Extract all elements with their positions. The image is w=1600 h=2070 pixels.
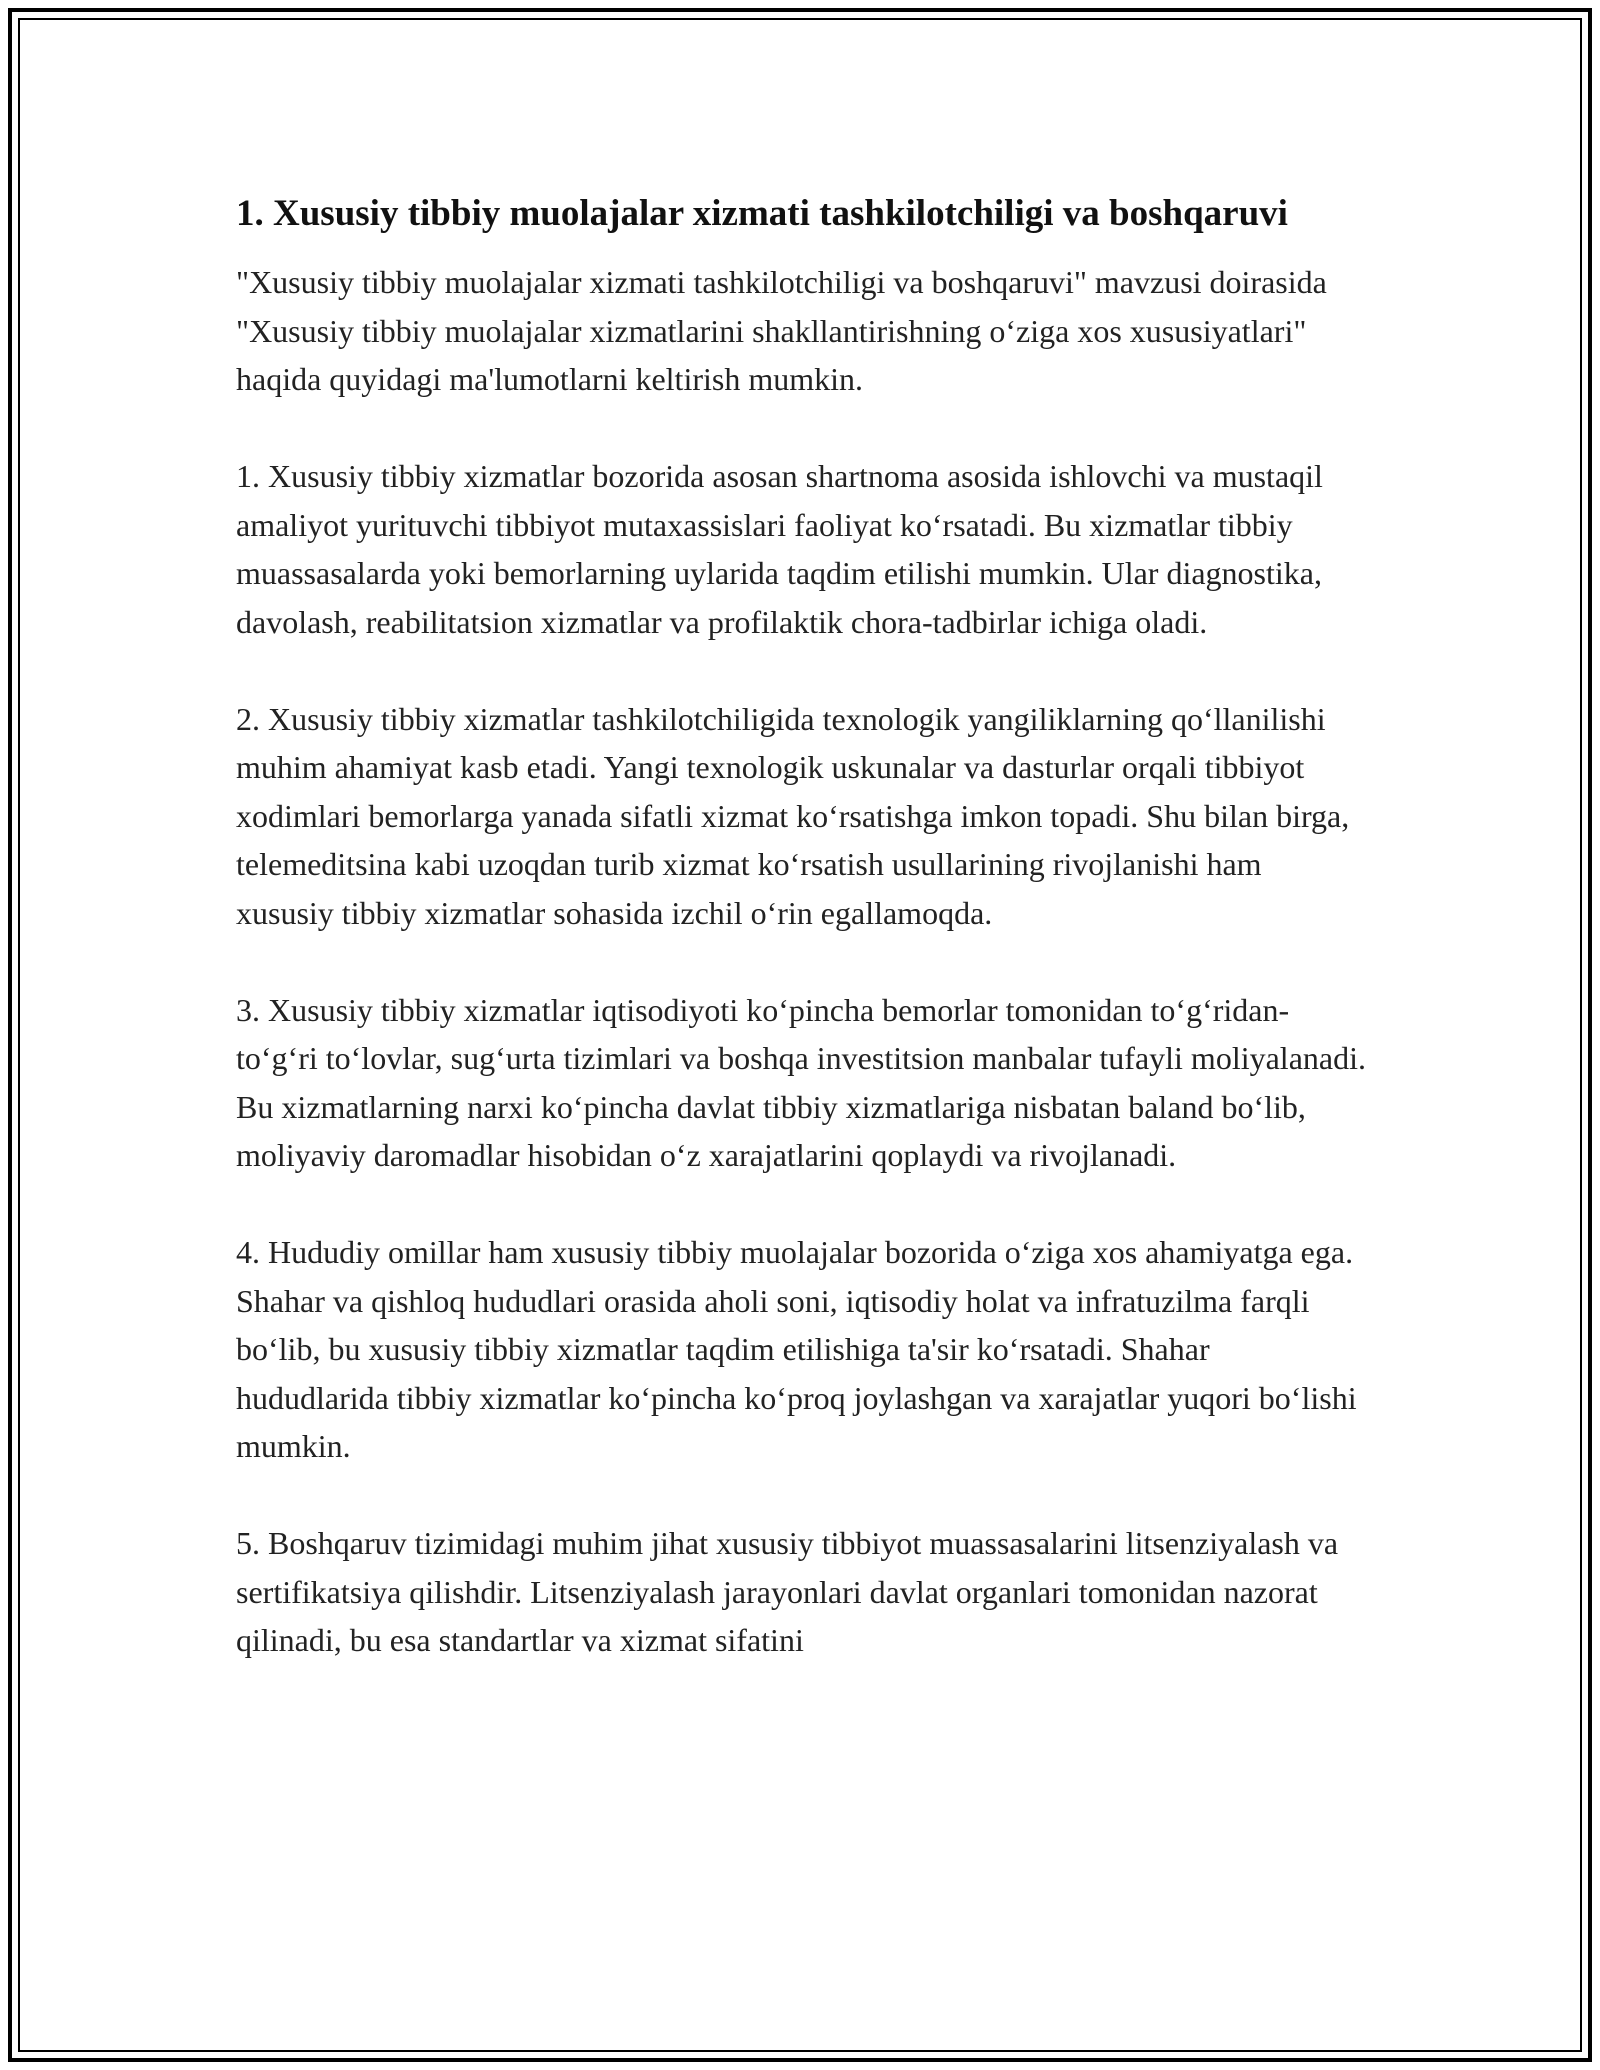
document-body bbox=[236, 186, 1366, 1665]
paragraph-1: 1. Xususiy tibbiy xizmatlar bozorida asosan shartnoma asosida ishlovchi va mustaqil amaliyot yurituvchi tibbiyot mutaxassislari faoliyat koʻrsatadi. Bu xizmatlar tibbiy muassasalarda yoki bemorlarning uylarida taqdim etilishi mumkin. Ular diagnostika, davolash, reabilitatsion xizmatlar va profilaktik chora-tadbirlar ichiga oladi. bbox=[236, 458, 1323, 640]
intro-paragraph: "Xususiy tibbiy muolajalar xizmati tashkilotchiligi va boshqaruvi" mavzusi doirasida "Xususiy tibbiy muolajalar xizmatlarini shakllantirishning oʻziga xos xususiyatlari" haqida quyidagi ma'lumotlarni keltirish mumkin. bbox=[236, 264, 1327, 397]
paragraph-3: 3. Xususiy tibbiy xizmatlar iqtisodiyoti koʻpincha bemorlar tomonidan toʻgʻridan-toʻgʻri toʻlovlar, sugʻurta tizimlari va boshqa investitsion manbalar tufayli moliyalanadi. Bu xizmatlarning narxi koʻpincha davlat tibbiy xizmatlariga nisbatan baland boʻlib, moliyaviy daromadlar hisobidan oʻz xarajatlarini qoplaydi va rivojlanadi. bbox=[236, 991, 1366, 1173]
paragraph-2: 2. Xususiy tibbiy xizmatlar tashkilotchiligida texnologik yangiliklarning qoʻllanilishi muhim ahamiyat kasb etadi. Yangi texnologik uskunalar va dasturlar orqali tibbiyot xodimlari bemorlarga yanada sifatli xizmat koʻrsatishga imkon topadi. Shu bilan birga, telemeditsina kabi uzoqdan turib xizmat koʻrsatish usullarining rivojlanishi ham xususiy tibbiy xizmatlar sohasida izchil oʻrin egallamoqda. bbox=[236, 700, 1350, 931]
paragraph-5: 5. Boshqaruv tizimidagi muhim jihat xususiy tibbiyot muassasalarini litsenziyalash va sertifikatsiya qilishdir. Litsenziyalash jarayonlari davlat organlari tomonidan nazorat qilinadi, bu esa standartlar va xizmat sifatini bbox=[236, 1525, 1339, 1658]
document-title: 1. Xususiy tibbiy muolajalar xizmati tashkilotchiligi va boshqaruvi bbox=[236, 193, 1288, 234]
paragraph-4: 4. Hududiy omillar ham xususiy tibbiy muolajalar bozorida oʻziga xos ahamiyatga ega. Shahar va qishloq hududlari orasida aholi soni, iqtisodiy holat va infratuzilma farqli boʻlib, bu xususiy tibbiy xizmatlar taqdim etilishiga ta'sir koʻrsatadi. Shahar hududlarida tibbiy xizmatlar koʻpincha koʻproq joylashgan va xarajatlar yuqori boʻlishi mumkin. bbox=[236, 1234, 1357, 1464]
